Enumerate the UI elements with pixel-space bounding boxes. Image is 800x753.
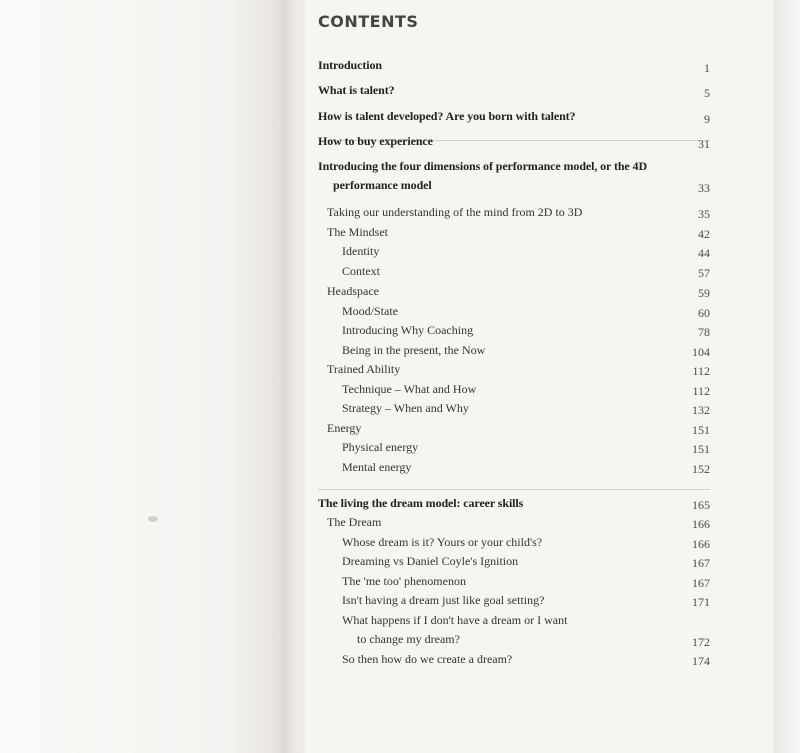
toc-entry-title: Trained Ability	[327, 362, 401, 376]
toc-entry-page: 167	[692, 576, 710, 590]
toc-entry-page: 151	[692, 423, 710, 437]
toc-entry-page: 59	[698, 286, 710, 300]
toc-entry-title: Mood/State	[342, 304, 398, 318]
toc-entry-page: 166	[692, 517, 710, 531]
toc-entry-page: 152	[692, 462, 710, 476]
toc-entry-page: 9	[704, 112, 710, 126]
toc-entry-page: 112	[692, 384, 710, 398]
page-edge	[774, 0, 800, 753]
contents-heading: CONTENTS	[318, 12, 419, 31]
toc-entry-page: 112	[692, 364, 710, 378]
separator-line	[318, 489, 710, 490]
toc-entry-title: The 'me too' phenomenon	[342, 574, 466, 588]
toc-entry-title: Technique – What and How	[342, 382, 477, 396]
toc-entry-page: 5	[704, 86, 710, 100]
toc-entry-page: 42	[698, 227, 710, 241]
toc-entry-title: Identity	[342, 244, 380, 258]
toc-entry-title: to change my dream?	[357, 632, 460, 646]
toc-entry-page: 33	[698, 181, 710, 195]
toc-entry-title: Headspace	[327, 284, 379, 298]
toc-entry-title: What happens if I don't have a dream or I want	[342, 613, 568, 627]
toc-entry-title: The living the dream model: career skills	[318, 496, 524, 510]
toc-entry-title: Whose dream is it? Yours or your child's?	[342, 535, 543, 549]
toc-entry-title: Context	[342, 264, 380, 278]
toc-entry-page: 165	[692, 498, 710, 512]
toc-entry-title: The Dream	[327, 515, 382, 529]
toc-entry-title: Isn't having a dream just like goal setting?	[342, 593, 545, 607]
toc-entry-title: So then how do we create a dream?	[342, 652, 513, 666]
toc-entry-page: 172	[692, 635, 710, 649]
toc-entry-page: 44	[698, 246, 710, 260]
left-page	[0, 0, 290, 753]
toc-entry-title: Strategy – When and Why	[342, 401, 469, 415]
toc-entry-title: Mental energy	[342, 460, 412, 474]
toc-entry-page: 57	[698, 266, 710, 280]
toc-entry-title: The Mindset	[327, 225, 388, 239]
toc-entry-page: 167	[692, 556, 710, 570]
paper-smudge	[148, 516, 158, 522]
toc-entry-page: 166	[692, 537, 710, 551]
toc-entry-title: How is talent developed? Are you born with talent?	[318, 109, 576, 123]
toc-entry-page: 174	[692, 654, 710, 668]
toc-entry-page: 78	[698, 325, 710, 339]
toc-entry-page: 171	[692, 595, 710, 609]
toc-entry-page: 60	[698, 306, 710, 320]
toc-entry-page: 31	[698, 137, 710, 151]
toc-entry-page: 35	[698, 207, 710, 221]
toc-entry-title: Introduction	[318, 58, 382, 72]
toc-entry-page: 151	[692, 442, 710, 456]
toc-entry-title: Dreaming vs Daniel Coyle's Ignition	[342, 554, 519, 568]
toc-entry-title: Taking our understanding of the mind from 2D to 3D	[327, 205, 583, 219]
toc-entry-title: performance model	[333, 178, 432, 192]
toc-entry-title: Introducing Why Coaching	[342, 323, 474, 337]
toc-entry-title: Being in the present, the Now	[342, 343, 486, 357]
toc-entry-title: Energy	[327, 421, 362, 435]
toc-entry-page: 132	[692, 403, 710, 417]
toc-entry-title: What is talent?	[318, 83, 395, 97]
toc-entry-page: 104	[692, 345, 710, 359]
toc-entry-title: How to buy experience	[318, 134, 433, 148]
toc-entry-title: Introducing the four dimensions of performance model, or the 4D	[318, 159, 648, 173]
toc-entry-page: 1	[704, 61, 710, 75]
toc-entry-title: Physical energy	[342, 440, 419, 454]
